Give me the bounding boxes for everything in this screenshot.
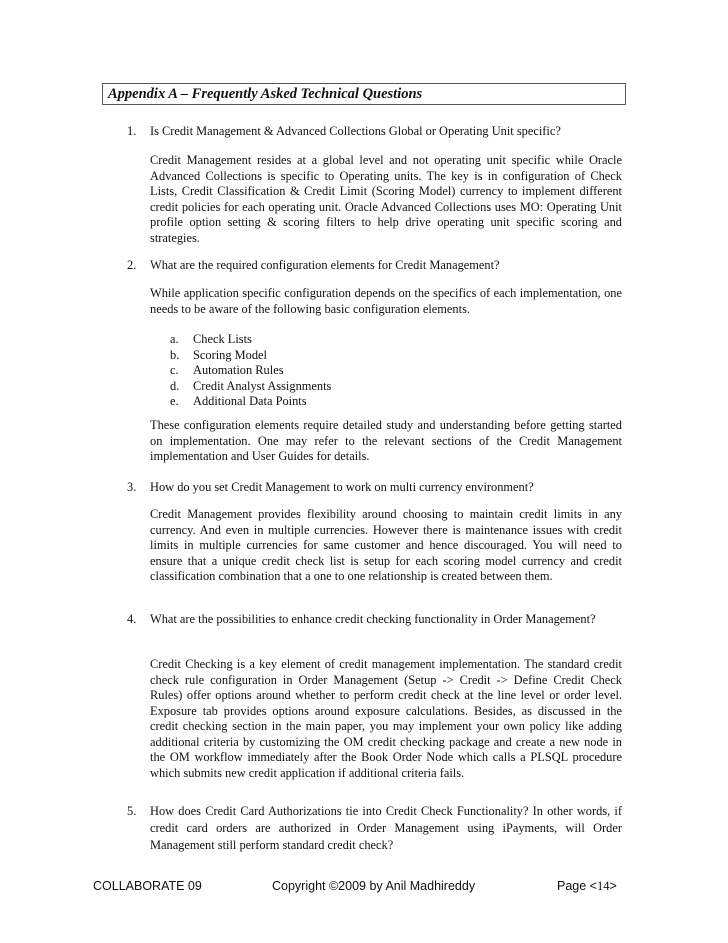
- footer-page-number: 14: [596, 879, 610, 893]
- question-text: How does Credit Card Authorizations tie into Credit Check Functionality? In other words, if credit card orders are authorized in Order Management using iPayments, will Order Management still perform standard credit check?: [150, 804, 622, 852]
- answer-paragraph: Credit Checking is a key element of credit management implementation. The standard credit check rule configuration in Order Management (Setup -> Credit -> Define Credit Check Rules) offer options around whether to perform credit check at the line level or order level. Exposure tab provides options around exposure calculations. Besides, as discussed in the credit checking section in the main paper, you may implement your own policy like adding additional criteria by customizing the OM credit checking package and create a new node in the OM workflow immediately after the Book Order Node which calls a PLSQL procedure which submits new credit application if additional criteria fails.: [150, 657, 622, 780]
- question-number: 2.: [127, 258, 137, 272]
- list-item-label: Automation Rules: [193, 363, 284, 377]
- list-item-letter: d.: [170, 378, 180, 393]
- footer-conference: COLLABORATE 09: [93, 879, 202, 893]
- question-text: What are the possibilities to enhance credit checking functionality in Order Management?: [150, 612, 596, 626]
- config-elements-list: [170, 332, 470, 410]
- question-text: What are the required configuration elements for Credit Management?: [150, 258, 500, 272]
- list-item-letter: c.: [170, 363, 179, 377]
- list-item-letter: a.: [170, 332, 179, 346]
- footer-page: [557, 876, 617, 896]
- list-item-label: Scoring Model: [193, 347, 267, 362]
- answer-paragraph: Credit Management provides flexibility around choosing to maintain credit limits in any currency. And even in multiple currencies. However there is maintenance issues with credit limits in multiple currencies for same customer and hence discouraged. You will need to ensure that a unique credit check list is setup for each scoring model currency and credit classification combination that a one to one relationship is created between them.: [150, 507, 622, 583]
- footer-copyright: Copyright ©2009 by Anil Madhireddy: [272, 879, 476, 893]
- list-item: [170, 394, 470, 410]
- question-number: 3.: [127, 480, 137, 494]
- question-number: 4.: [127, 612, 137, 626]
- list-item-label: Check Lists: [193, 332, 252, 346]
- footer-page-label: Page <: [557, 879, 597, 893]
- list-item-label: Credit Analyst Assignments: [193, 378, 332, 393]
- answer-paragraph: While application specific configuration depends on the specifics of each implementation, one needs to be aware of the following basic configuration elements.: [150, 286, 622, 316]
- footer-page-suffix: >: [609, 879, 617, 893]
- list-item: [170, 363, 470, 379]
- list-item: [170, 379, 470, 395]
- list-item: [170, 348, 470, 364]
- list-item-label: Additional Data Points: [193, 394, 307, 408]
- list-item-letter: e.: [170, 394, 179, 408]
- question-text: Is Credit Management & Advanced Collections Global or Operating Unit specific?: [150, 124, 561, 138]
- question-text: How do you set Credit Management to work on multi currency environment?: [150, 480, 534, 494]
- answer-paragraph: These configuration elements require detailed study and understanding before getting started on implementation. One may refer to the relevant sections of the Credit Management implementation and User Guides for details.: [150, 418, 622, 463]
- section-title: Appendix A – Frequently Asked Technical Questions: [102, 83, 626, 105]
- question-number: 5.: [127, 804, 137, 818]
- question-number: 1.: [127, 124, 137, 138]
- page-footer: [0, 876, 728, 896]
- list-item: [170, 332, 470, 348]
- answer-paragraph: Credit Management resides at a global level and not operating unit specific while Oracle Advanced Collections is specific to Operating units. The key is in configuration of Check Lists, Credit Classification & Credit Limit (Scoring Model) currency to implement different credit policies for each operating unit. Oracle Advanced Collections uses MO: Operating Unit profile option setting & scoring filters to help drive operating unit specific scoring and strategies.: [150, 153, 622, 245]
- list-item-letter: b.: [170, 347, 180, 362]
